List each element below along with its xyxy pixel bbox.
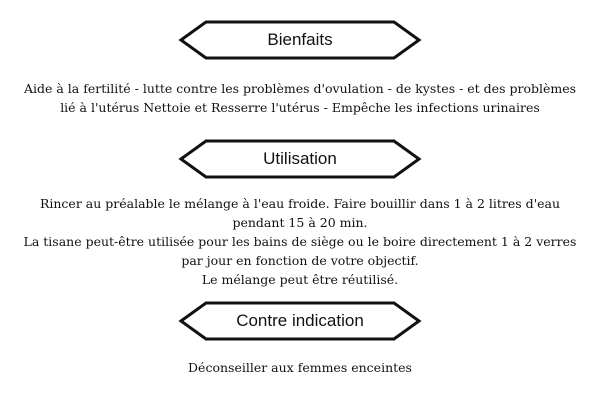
section-body-utilisation xyxy=(20,194,580,289)
section-header-contre-indication xyxy=(178,301,422,341)
contre-indication-text: Déconseiller aux femmes enceintes xyxy=(188,360,412,375)
section-body-bienfaits xyxy=(20,79,580,117)
section-header-utilisation xyxy=(178,139,422,179)
section-title-bienfaits: Bienfaits xyxy=(267,30,333,49)
utilisation-line-1: Rincer au préalable le mélange à l'eau froide. Faire bouillir dans 1 à 2 litres d'eau pendant 15 à 20 min. xyxy=(39,196,561,230)
bienfaits-text: Aide à la fertilité - lutte contre les problèmes d'ovulation - de kystes - et des problèmes lié à l'utérus Nettoie et Resserre l'utérus - Empêche les infections urinaires xyxy=(23,81,577,115)
utilisation-line-3: Le mélange peut être réutilisé. xyxy=(201,272,399,287)
section-body-contre-indication xyxy=(20,358,580,377)
section-title-utilisation: Utilisation xyxy=(263,149,337,168)
utilisation-line-2: La tisane peut-être utilisée pour les bains de siège ou le boire directement 1 à 2 verres par jour en fonction de votre objectif. xyxy=(23,234,577,268)
section-title-contre-indication: Contre indication xyxy=(236,311,364,330)
section-header-bienfaits xyxy=(178,20,422,60)
